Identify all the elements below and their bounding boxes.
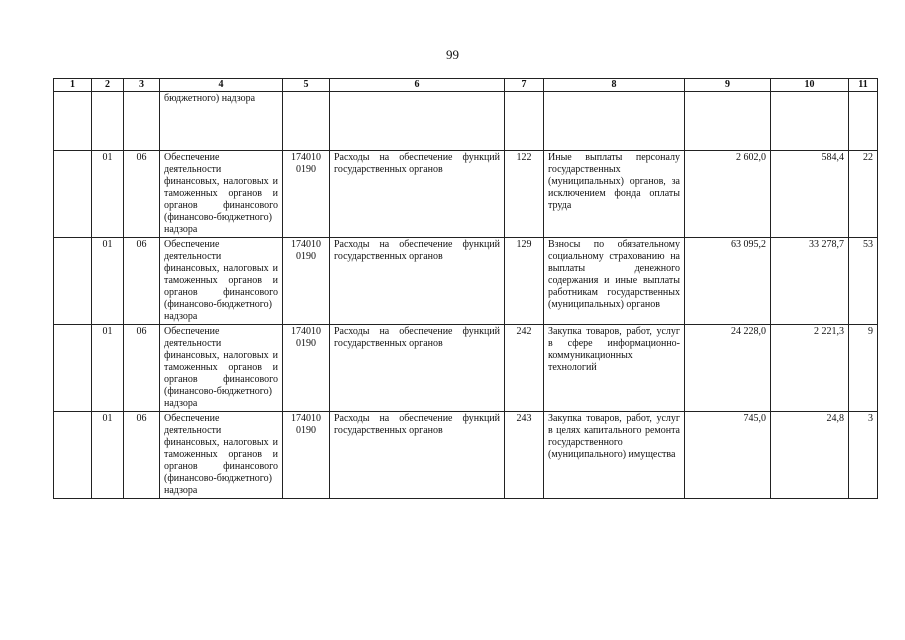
subsection-code: 06 [124, 412, 160, 499]
amount-col10: 584,4 [771, 151, 849, 238]
amount-col10: 2 221,3 [771, 325, 849, 412]
program-name: Обеспечение деятельности финансовых, налоговых и таможенных органов и органов финансового (финансово-бюджетного) надзора [160, 325, 283, 412]
column-header: 3 [124, 79, 160, 92]
expense-name: Расходы на обеспечение функций государственных органов [330, 238, 505, 325]
column-header: 6 [330, 79, 505, 92]
section-code: 01 [92, 151, 124, 238]
budget-table [53, 78, 878, 499]
target-code: 174010 0190 [283, 325, 330, 412]
expense-type-name: Закупка товаров, работ, услуг в целях капитального ремонта государственного (муниципального) имущества [544, 412, 685, 499]
section-code: 01 [92, 412, 124, 499]
column-header: 11 [849, 79, 878, 92]
table-row [54, 238, 878, 325]
subsection-code: 06 [124, 238, 160, 325]
expense-type-name: Иные выплаты персоналу государственных (муниципальных) органов, за исключением фонда оплаты труда [544, 151, 685, 238]
expense-type-name: Закупка товаров, работ, услуг в сфере информационно-коммуникационных технологий [544, 325, 685, 412]
expense-name: Расходы на обеспечение функций государственных органов [330, 151, 505, 238]
amount-col10: 33 278,7 [771, 238, 849, 325]
expense-type-name: Взносы по обязательному социальному страхованию на выплаты денежного содержания и иные выплаты работникам государственных (муниципальных) органов [544, 238, 685, 325]
percent-col11: 3 [849, 412, 878, 499]
column-header: 4 [160, 79, 283, 92]
percent-col11: 9 [849, 325, 878, 412]
percent-col11: 53 [849, 238, 878, 325]
column-header: 7 [505, 79, 544, 92]
percent-col11: 22 [849, 151, 878, 238]
expense-type-code: 122 [505, 151, 544, 238]
page-number: 99 [446, 47, 459, 62]
table-row [54, 412, 878, 499]
program-name: Обеспечение деятельности финансовых, налоговых и таможенных органов и органов финансового (финансово-бюджетного) надзора [160, 238, 283, 325]
program-name: Обеспечение деятельности финансовых, налоговых и таможенных органов и органов финансового (финансово-бюджетного) надзора [160, 151, 283, 238]
amount-col9: 745,0 [685, 412, 771, 499]
target-code: 174010 0190 [283, 238, 330, 325]
column-header: 9 [685, 79, 771, 92]
continuation-text: бюджетного) надзора [160, 92, 283, 151]
column-header: 1 [54, 79, 92, 92]
target-code: 174010 0190 [283, 412, 330, 499]
column-header: 5 [283, 79, 330, 92]
table-row [54, 325, 878, 412]
subsection-code: 06 [124, 151, 160, 238]
amount-col9: 63 095,2 [685, 238, 771, 325]
target-code: 174010 0190 [283, 151, 330, 238]
column-header: 10 [771, 79, 849, 92]
expense-name: Расходы на обеспечение функций государственных органов [330, 325, 505, 412]
column-header: 8 [544, 79, 685, 92]
table-row [54, 151, 878, 238]
program-name: Обеспечение деятельности финансовых, налоговых и таможенных органов и органов финансового (финансово-бюджетного) надзора [160, 412, 283, 499]
amount-col9: 2 602,0 [685, 151, 771, 238]
section-code: 01 [92, 238, 124, 325]
expense-type-code: 129 [505, 238, 544, 325]
header-row [54, 79, 878, 92]
subsection-code: 06 [124, 325, 160, 412]
amount-col10: 24,8 [771, 412, 849, 499]
expense-name: Расходы на обеспечение функций государственных органов [330, 412, 505, 499]
expense-type-code: 242 [505, 325, 544, 412]
amount-col9: 24 228,0 [685, 325, 771, 412]
expense-type-code: 243 [505, 412, 544, 499]
section-code: 01 [92, 325, 124, 412]
column-header: 2 [92, 79, 124, 92]
continuation-row [54, 92, 878, 151]
